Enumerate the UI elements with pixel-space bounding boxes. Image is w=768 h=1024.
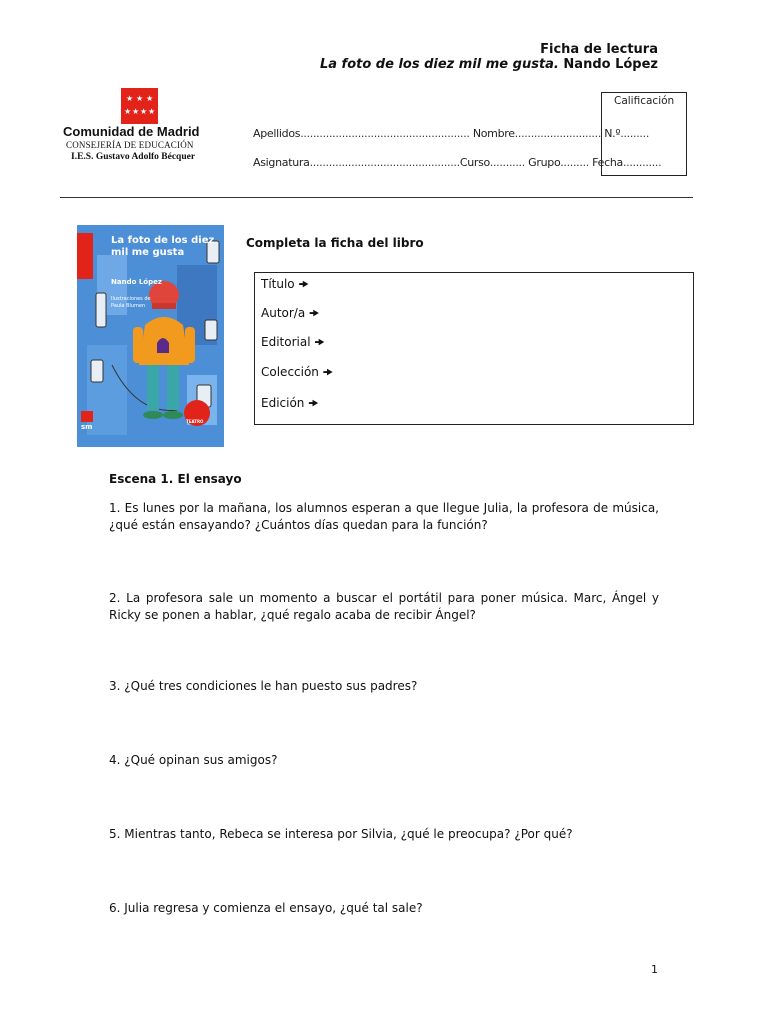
right-arrow-icon: 🠞 xyxy=(308,396,319,410)
field-label: Colección xyxy=(261,365,319,379)
field-label: Editorial xyxy=(261,335,311,349)
question-6: 6. Julia regresa y comienza el ensayo, ¿qué tal sale? xyxy=(109,901,423,915)
field-label: Edición xyxy=(261,396,305,410)
question-1: 1. Es lunes por la mañana, los alumnos esperan a que llegue Julia, la profesora de música, ¿qué están ensayando? ¿Cuántos días quedan para la función? xyxy=(109,501,659,532)
surname-label: Apellidos xyxy=(253,127,301,140)
field-collection[interactable] xyxy=(261,363,333,384)
cover-author: Nando López xyxy=(111,278,162,286)
right-arrow-icon: 🠞 xyxy=(309,306,320,320)
question-5: 5. Mientras tanto, Rebeca se interesa por Silvia, ¿qué le preocupa? ¿Por qué? xyxy=(109,827,573,841)
right-arrow-icon: 🠞 xyxy=(314,335,325,349)
star-icon: ★ xyxy=(140,107,148,116)
field-author[interactable] xyxy=(261,304,320,325)
book-cover-image xyxy=(77,225,224,447)
book-info-heading: Completa la ficha del libro xyxy=(246,236,424,250)
question-4: 4. ¿Qué opinan sus amigos? xyxy=(109,753,278,767)
question-2: 2. La profesora sale un momento a buscar el portátil para poner música. Marc, Ángel y Ricky se ponen a hablar, ¿qué regalo acaba de recibir Ángel? xyxy=(109,591,659,622)
scene-heading: Escena 1. El ensayo xyxy=(109,472,242,486)
page-number: 1 xyxy=(651,963,658,976)
star-icon: ★ xyxy=(136,94,144,103)
field-publisher[interactable] xyxy=(261,333,325,354)
student-form-line-1 xyxy=(253,127,649,140)
subject-field[interactable]: ............................................... xyxy=(309,156,460,169)
field-label: Título xyxy=(261,277,295,291)
name-field[interactable]: ........................... xyxy=(514,127,602,140)
date-field[interactable]: ............ xyxy=(622,156,662,169)
book-heading xyxy=(320,57,658,72)
header-divider xyxy=(60,197,693,198)
school-name: I.E.S. Gustavo Adolfo Bécquer xyxy=(71,152,196,162)
star-icon: ★ xyxy=(132,107,140,116)
star-icon: ★ xyxy=(146,94,154,103)
cover-series-badge xyxy=(77,233,93,279)
course-field[interactable]: ........... xyxy=(489,156,525,169)
course-label: Curso xyxy=(459,156,490,169)
question-3: 3. ¿Qué tres condiciones le han puesto sus padres? xyxy=(109,679,418,693)
institution-department: CONSEJERÍA DE EDUCACIÓN xyxy=(66,140,194,150)
sheet-title: Ficha de lectura xyxy=(540,42,658,57)
group-field[interactable]: ......... xyxy=(560,156,589,169)
field-label: Autor/a xyxy=(261,306,306,320)
book-author: Nando López xyxy=(563,57,658,72)
surname-field[interactable]: ..................................................... xyxy=(300,127,470,140)
madrid-flag-logo xyxy=(121,88,158,124)
institution-name: Comunidad de Madrid xyxy=(63,124,200,139)
field-edition[interactable] xyxy=(261,394,319,415)
star-icon: ★ xyxy=(124,107,132,116)
field-title[interactable] xyxy=(261,275,309,296)
cover-theatre-badge: TEATRO xyxy=(186,419,204,424)
right-arrow-icon: 🠞 xyxy=(322,365,334,379)
number-label: N.º xyxy=(604,127,621,140)
cover-illustrator: Ilustraciones de Paula Blumen xyxy=(111,296,151,309)
star-icon: ★ xyxy=(126,94,134,103)
right-arrow-icon: 🠞 xyxy=(298,277,309,291)
group-label: Grupo xyxy=(528,156,561,169)
publisher-logo: sm xyxy=(81,423,93,431)
cover-title: La foto de los diez mil me gusta xyxy=(111,235,215,258)
subject-label: Asignatura xyxy=(253,156,310,169)
name-label: Nombre xyxy=(472,127,515,140)
number-field[interactable]: ......... xyxy=(620,127,650,140)
date-label: Fecha xyxy=(592,156,623,169)
grade-label: Calificación xyxy=(614,95,675,107)
star-icon: ★ xyxy=(148,107,156,116)
book-title: La foto de los diez mil me gusta. xyxy=(319,57,559,72)
